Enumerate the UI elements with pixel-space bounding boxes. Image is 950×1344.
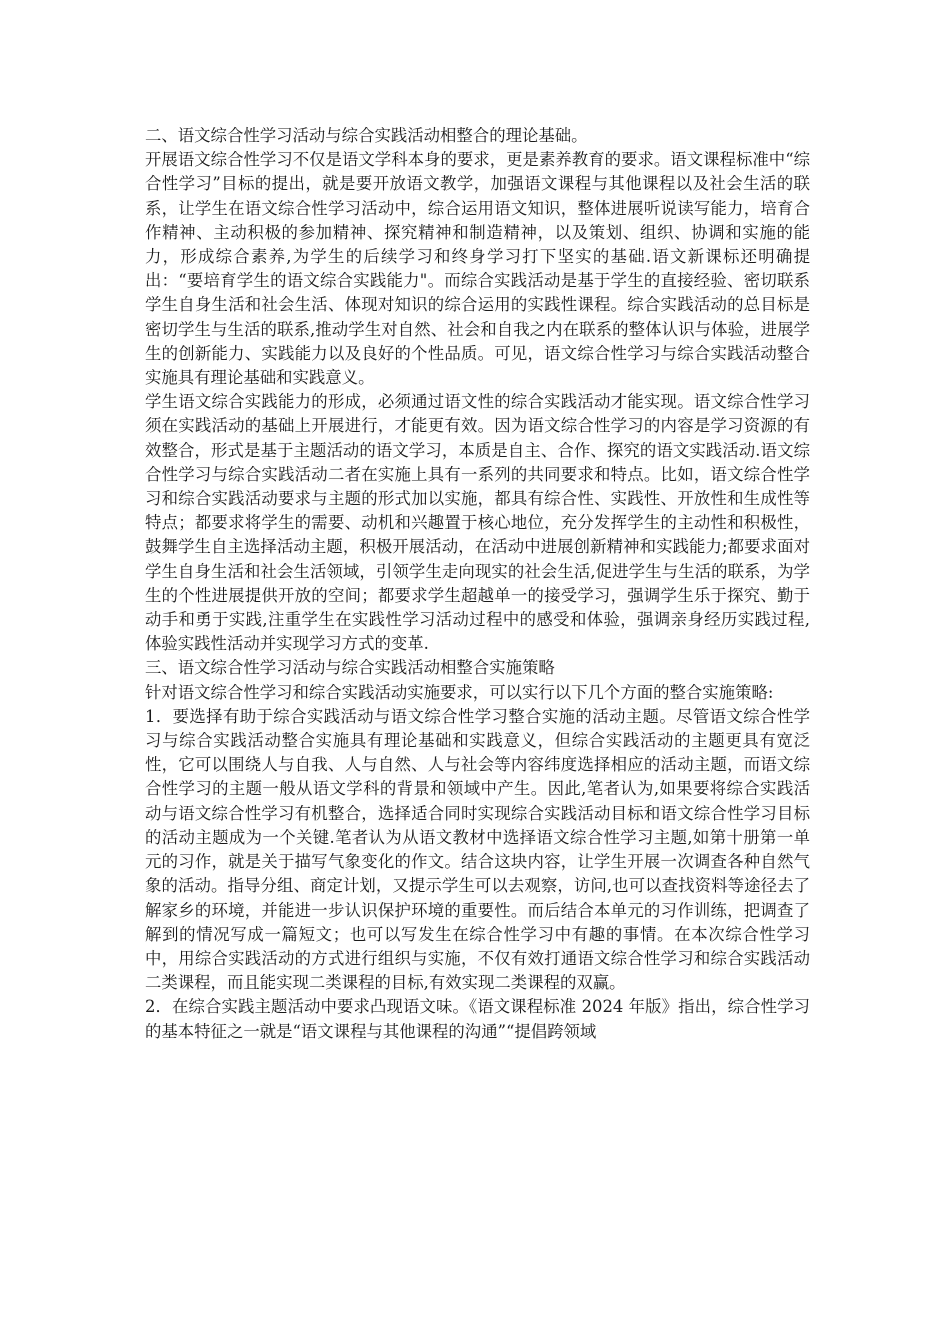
list-item: 1．要选择有助于综合实践活动与语文综合性学习整合实施的活动主题。尽管语文综合性学习与综合实践活动整合实施具有理论基础和实践意义，但综合实践活动的主题更具有宽泛性，它可以围绕人与自我、人与自然、人与社会等内容纬度选择相应的活动主题，而语文综合性学习的主题一般从语文学科的背景和领域中产生。因此,笔者认为,如果要将综合实践活动与语文综合性学习有机整合，选择适合同时实现综合实践活动目标和语文综合性学习目标的活动主题成为一个关键.笔者认为从语文教材中选择语文综合性学习主题,如第十册第一单元的习作，就是关于描写气象变化的作文。结合这块内容，让学生开展一次调查各种自然气象的活动。指导分组、商定计划，又提示学生可以去观察，访问,也可以查找资料等途径去了解家乡的环境，并能进一步认识保护环境的重要性。而后结合本单元的习作训练，把调查了解到的情况写成一篇短文；也可以写发生在综合性学习中有趣的事情。在本次综合性学习中，用综合实践活动的方式进行组织与实施，不仅有效打通语文综合性学习和综合实践活动二类课程，而且能实现二类课程的目标,有效实现二类课程的双赢。 bbox=[145, 706, 810, 993]
section-heading-2: 二、语文综合性学习活动与综合实践活动相整合的理论基础。 bbox=[145, 126, 588, 145]
paragraph: 开展语文综合性学习不仅是语文学科本身的要求，更是素养教育的要求。语文课程标准中“综合性学习”目标的提出，就是要开放语文教学，加强语文课程与其他课程以及社会生活的联系，让学生在语文综合性学习活动中，综合运用语文知识，整体进展听说读写能力，培育合作精神、主动积极的参加精神、探究精神和制造精神，以及策划、组织、协调和实施的能力，形成综合素养,为学生的后续学习和终身学习打下坚实的基础.语文新课标还明确提出：“要培育学生的语文综合实践能力"。而综合实践活动是基于学生的直接经验、密切联系学生自身生活和社会生活、体现对知识的综合运用的实践性课程。综合实践活动的总目标是密切学生与生活的联系,推动学生对自然、社会和自我之内在联系的整体认识与体验，进展学生的创新能力、实践能力以及良好的个性品质。可见，语文综合性学习与综合实践活动整合实施具有理论基础和实践意义。 bbox=[145, 150, 810, 388]
document-body bbox=[145, 124, 810, 1044]
section-heading-3: 三、语文综合性学习活动与综合实践活动相整合实施策略 bbox=[145, 658, 555, 678]
paragraph: 针对语文综合性学习和综合实践活动实施要求，可以实行以下几个方面的整合实施策略: bbox=[145, 682, 774, 702]
list-item: 2．在综合实践主题活动中要求凸现语文味。《语文课程标准 2024 年版》指出，综合性学习的基本特征之一就是“语文课程与其他课程的沟通”“提倡跨领域 bbox=[145, 997, 810, 1041]
paragraph: 学生语文综合实践能力的形成，必须通过语文性的综合实践活动才能实现。语文综合性学习须在实践活动的基础上开展进行，才能更有效。因为语文综合性学习的内容是学习资源的有效整合，形式是基于主题活动的语文学习，本质是自主、合作、探究的语文实践活动.语文综合性学习与综合实践活动二者在实施上具有一系列的共同要求和特点。比如，语文综合性学习和综合实践活动要求与主题的形式加以实施，都具有综合性、实践性、开放性和生成性等特点；都要求将学生的需要、动机和兴趣置于核心地位，充分发挥学生的主动性和积极性，鼓舞学生自主选择活动主题，积极开展活动，在活动中进展创新精神和实践能力;都要求面对学生自身生活和社会生活领域，引领学生走向现实的社会生活,促进学生与生活的联系，为学生的个性进展提供开放的空间；都要求学生超越单一的接受学习，强调学生乐于探究、勤于动手和勇于实践,注重学生在实践性学习活动过程中的感受和体验，强调亲身经历实践过程,体验实践性活动并实现学习方式的变革. bbox=[145, 392, 810, 654]
